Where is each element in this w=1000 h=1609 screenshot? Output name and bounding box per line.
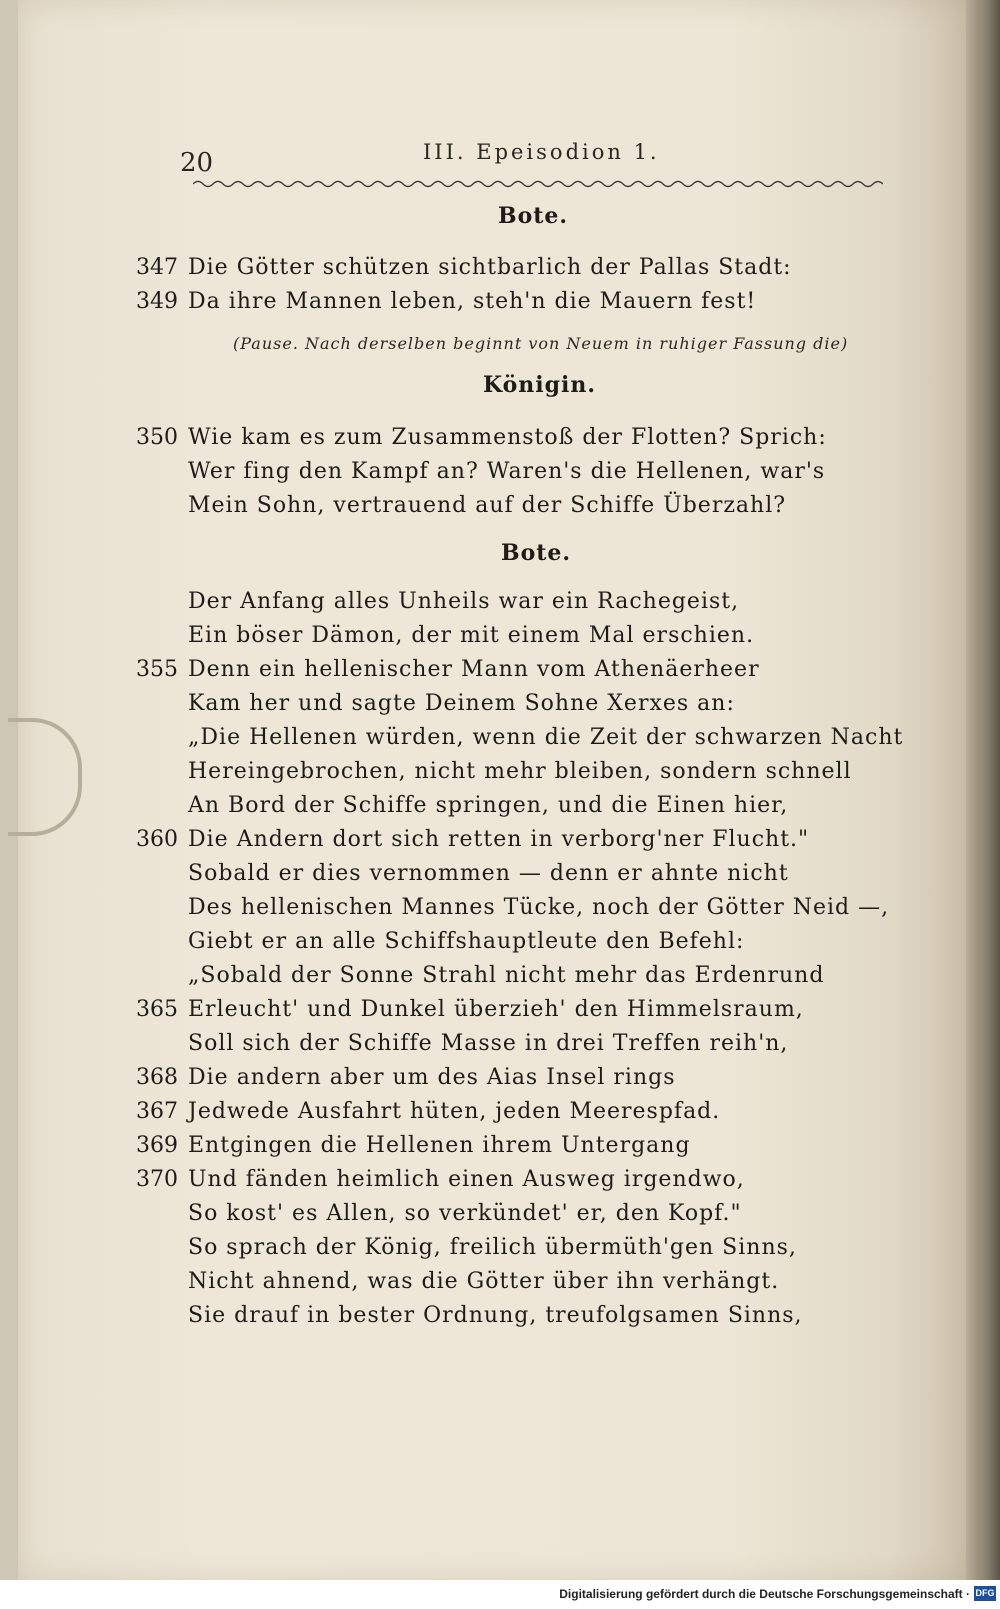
verse-line [136, 1303, 803, 1328]
verse-line [136, 1065, 676, 1090]
verse-text: Denn ein hellenischer Mann vom Athenäerheer [188, 657, 760, 682]
verse-text: Wer fing den Kampf an? Waren's die Hellenen, war's [188, 459, 826, 484]
verse-text: „Sobald der Sonne Strahl nicht mehr das Erdenrund [188, 963, 825, 988]
verse-text: Ein böser Dämon, der mit einem Mal erschien. [188, 623, 755, 648]
verse-text: Giebt er an alle Schiffshauptleute den Befehl: [188, 929, 745, 954]
verse-line [136, 1031, 788, 1056]
verse-text: Wie kam es zum Zusammenstoß der Flotten? Sprich: [188, 425, 827, 450]
verse-line [136, 255, 792, 280]
verse-line [136, 425, 827, 450]
verse-line [136, 725, 903, 750]
verse-text: Sobald er dies vernommen — denn er ahnte nicht [188, 861, 789, 886]
verse-line [136, 623, 754, 648]
verse-text: Sie drauf in bester Ordnung, treufolgsamen Sinns, [188, 1303, 803, 1328]
line-number: 347 [136, 255, 178, 280]
line-number: 365 [136, 997, 178, 1022]
speaker-label: Königin. [483, 372, 597, 398]
verse-text: Hereingebrochen, nicht mehr bleiben, sondern schnell [188, 759, 852, 784]
verse-text: Und fänden heimlich einen Ausweg irgendwo, [188, 1167, 745, 1192]
line-number: 367 [136, 1099, 178, 1124]
verse-text: Die Götter schützen sichtbarlich der Pallas Stadt: [188, 255, 792, 280]
speaker-label: Bote. [501, 540, 572, 566]
verse-line [136, 589, 739, 614]
verse-text: Die Andern dort sich retten in verborg'ner Flucht." [188, 827, 810, 852]
verse-line [136, 1133, 691, 1158]
footer-bar [0, 1580, 1000, 1609]
line-number: 349 [136, 289, 178, 314]
line-number: 369 [136, 1133, 178, 1158]
book-page [18, 0, 966, 1580]
verse-text: Der Anfang alles Unheils war ein Rachegeist, [188, 589, 740, 614]
ribbon-tab [8, 718, 82, 836]
verse-line [136, 459, 825, 484]
verse-text: „Die Hellenen würden, wenn die Zeit der schwarzen Nacht [188, 725, 904, 750]
verse-text: An Bord der Schiffe springen, und die Einen hier, [188, 793, 789, 818]
running-head: III. Epeisodion 1. [423, 140, 660, 164]
verse-line [136, 963, 824, 988]
wavy-rule-divider [193, 178, 883, 190]
verse-text: Kam her und sagte Deinem Sohne Xerxes an: [188, 691, 735, 716]
verse-text: Die andern aber um des Aias Insel rings [188, 1065, 676, 1090]
book-edge-shadow [966, 0, 1000, 1580]
verse-line [136, 1167, 745, 1192]
verse-line [136, 997, 804, 1022]
verse-line [136, 759, 852, 784]
line-number: 370 [136, 1167, 178, 1192]
dfg-logo: DFG [974, 1586, 996, 1601]
page-number: 20 [180, 148, 214, 178]
verse-text: Jedwede Ausfahrt hüten, jeden Meerespfad. [188, 1099, 721, 1124]
verse-text: Mein Sohn, vertrauend auf der Schiffe Überzahl? [188, 493, 787, 518]
verse-line [136, 929, 744, 954]
verse-text: Da ihre Mannen leben, steh'n die Mauern fest! [188, 289, 757, 314]
verse-line [136, 691, 735, 716]
line-number: 368 [136, 1065, 178, 1090]
verse-line [136, 657, 760, 682]
line-number: 360 [136, 827, 178, 852]
speaker-label: Bote. [498, 203, 569, 229]
verse-text: So sprach der König, freilich übermüth'gen Sinns, [188, 1235, 797, 1260]
verse-line [136, 827, 809, 852]
verse-line [136, 289, 756, 314]
verse-text: Des hellenischen Mannes Tücke, noch der Götter Neid —, [188, 895, 890, 920]
verse-text: Erleucht' und Dunkel überzieh' den Himmelsraum, [188, 997, 804, 1022]
verse-line [136, 493, 786, 518]
verse-text: Soll sich der Schiffe Masse in drei Treffen reih'n, [188, 1031, 789, 1056]
verse-line [136, 895, 889, 920]
verse-line [136, 861, 789, 886]
verse-line [136, 1235, 797, 1260]
verse-line [136, 1201, 742, 1226]
verse-line [136, 793, 788, 818]
verse-text: So kost' es Allen, so verkündet' er, den Kopf." [188, 1201, 742, 1226]
verse-line [136, 1269, 779, 1294]
stage-direction: (Pause. Nach derselben beginnt von Neuem in ruhiger Fassung die) [233, 334, 849, 353]
page-header [168, 140, 888, 180]
digitization-credit: Digitalisierung gefördert durch die Deutsche Forschungsgemeinschaft · [559, 1587, 970, 1601]
line-number: 355 [136, 657, 178, 682]
verse-text: Entgingen die Hellenen ihrem Untergang [188, 1133, 691, 1158]
line-number: 350 [136, 425, 178, 450]
verse-line [136, 1099, 720, 1124]
verse-text: Nicht ahnend, was die Götter über ihn verhängt. [188, 1269, 780, 1294]
